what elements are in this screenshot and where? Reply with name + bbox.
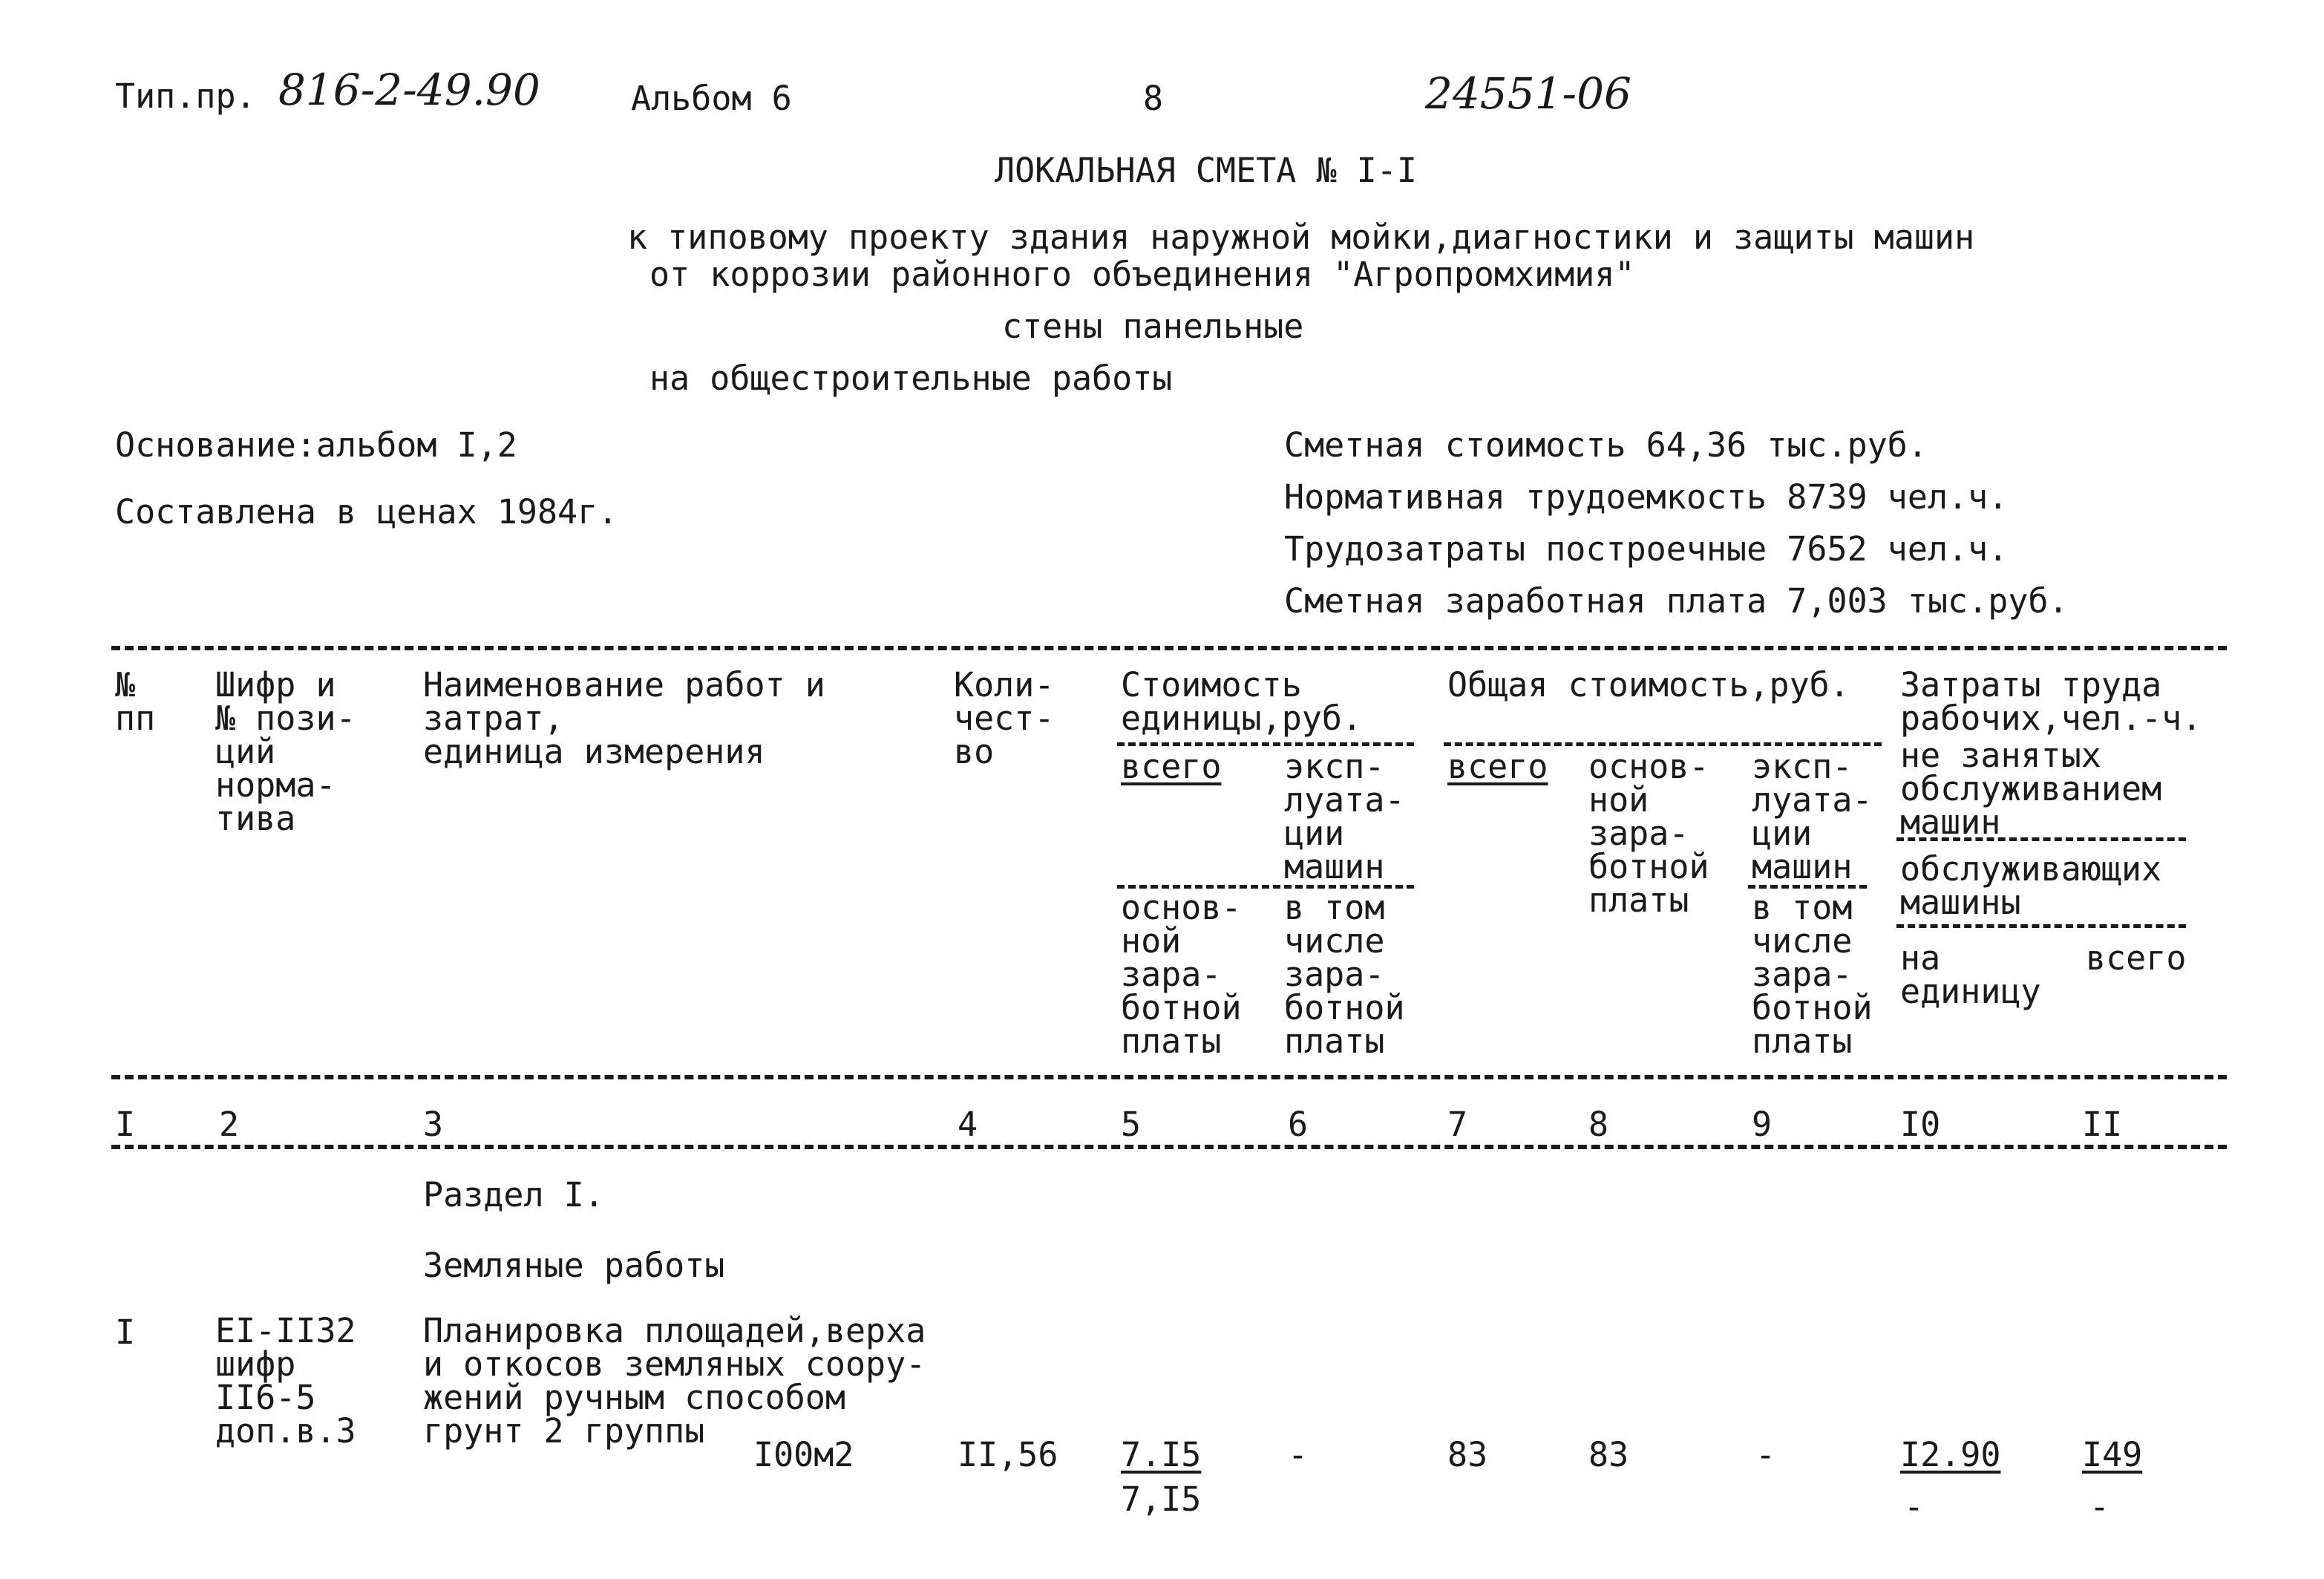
- row-1-labor-unit-machines: -: [1904, 1487, 1925, 1526]
- colnum-6: 6: [1288, 1105, 1309, 1144]
- title-line-4: на общестроительные работы: [649, 359, 1173, 398]
- row-1-unit-wages: 7,I5: [1121, 1480, 1202, 1519]
- colnum-3: 3: [423, 1105, 444, 1144]
- section-label: Раздел I.: [423, 1175, 604, 1215]
- row-1-num: I: [115, 1312, 136, 1352]
- title-line-3: стены панельные: [1002, 307, 1304, 346]
- row-1-total-wages: 83: [1588, 1435, 1629, 1474]
- header-col-5-top: всего: [1121, 747, 1222, 786]
- header-col-8: основ- ной зара- ботной платы: [1588, 747, 1709, 920]
- column-number-rule: [111, 1145, 2227, 1149]
- normative-labor: Нормативная трудоемкость 8739 чел.ч.: [1284, 477, 2009, 517]
- colnum-7: 7: [1447, 1105, 1468, 1144]
- colnum-8: 8: [1588, 1105, 1609, 1144]
- row-1-labor-total: I49: [2082, 1435, 2143, 1474]
- labor-sub-rule-2: [1896, 924, 2186, 928]
- header-col-9-bottom: в том числе зара- ботной платы: [1752, 888, 1873, 1061]
- row-1-unit-total: 7.I5: [1121, 1435, 1202, 1474]
- table-top-rule: [111, 646, 2227, 650]
- title-line-1: к типовому проекту здания наружной мойки,диагностики и защиты машин: [627, 218, 1975, 257]
- estimated-cost: Сметная стоимость 64,36 тыс.руб.: [1284, 425, 1928, 465]
- header-col-2: Шифр и № пози- ций норма- тива: [215, 665, 356, 838]
- title-line-2: от коррозии районного объединения "Агропромхимия": [649, 255, 1635, 294]
- table-header-bottom-rule: [111, 1075, 2227, 1079]
- doc-number: 24551-06: [1425, 68, 1631, 119]
- row-1-total: 83: [1447, 1435, 1488, 1474]
- row-1-name: Планировка площадей,верха и откосов земляных соору- жений ручным способом грунт 2 группы: [423, 1311, 926, 1451]
- estimated-wages: Сметная заработная плата 7,003 тыс.руб.: [1284, 581, 2069, 621]
- basis-reference: Основание:альбом I,2: [115, 425, 517, 465]
- row-1-qty: II,56: [958, 1435, 1058, 1474]
- row-1-code: EI-II32 шифр II6-5 доп.в.3: [215, 1311, 356, 1451]
- section-title: Земляные работы: [423, 1246, 725, 1285]
- header-col-9-top: эксп- луата- ции машин: [1752, 747, 1873, 886]
- header-col-6-bottom: в том числе зара- ботной платы: [1284, 888, 1405, 1061]
- price-level: Составлена в ценах 1984г.: [115, 492, 618, 532]
- row-1-unit: I00м2: [753, 1435, 854, 1474]
- document-title: ЛОКАЛЬНАЯ СМЕТА № I-I: [995, 151, 1417, 190]
- album-label: Альбом 6: [631, 79, 792, 118]
- header-col-4: Коли- чест- во: [954, 665, 1055, 771]
- unit-cost-sub-rule: [1117, 742, 1414, 746]
- construction-labor: Трудозатраты построечные 7652 чел.ч.: [1284, 529, 2009, 569]
- row-1-unit-machines: -: [1288, 1435, 1309, 1474]
- type-project-label: Тип.пр.: [115, 76, 256, 116]
- header-col-7: всего: [1447, 747, 1548, 786]
- page-number: 8: [1143, 79, 1164, 118]
- row-1-total-machines: -: [1755, 1435, 1776, 1474]
- unit-cost-mid-rule: [1117, 885, 1414, 889]
- header-col-6-top: эксп- луата- ции машин: [1284, 747, 1405, 886]
- colnum-4: 4: [958, 1105, 978, 1144]
- colnum-1: I: [115, 1105, 136, 1144]
- colnum-11: II: [2082, 1105, 2123, 1144]
- labor-sub-rule-1: [1896, 837, 2186, 841]
- project-number: 816-2-49.90: [278, 65, 540, 115]
- header-col-5-bottom: основ- ной зара- ботной платы: [1121, 888, 1242, 1061]
- header-total-cost-group: Общая стоимость,руб.: [1447, 665, 1850, 704]
- header-col-11: всего: [2086, 938, 2187, 978]
- header-col-1: № пп: [115, 665, 156, 738]
- header-labor-group: Затраты труда рабочих,чел.-ч.: [1900, 665, 2202, 738]
- colnum-2: 2: [219, 1105, 240, 1144]
- colnum-9: 9: [1752, 1105, 1773, 1144]
- header-labor-not-machines: не занятых обслуживанием машин: [1900, 736, 2162, 842]
- header-labor-machines: обслуживающих машины: [1900, 849, 2162, 922]
- header-col-10: на единицу: [1900, 938, 2041, 1011]
- colnum-5: 5: [1121, 1105, 1142, 1144]
- header-col-3: Наименование работ и затрат, единица измерения: [423, 665, 825, 771]
- row-1-labor-unit: I2.90: [1900, 1435, 2001, 1474]
- row-1-labor-total-machines: -: [2089, 1487, 2110, 1526]
- colnum-10: I0: [1900, 1105, 1941, 1144]
- total-cost-sub-rule: [1444, 742, 1882, 746]
- header-unit-cost-group: Стоимость единицы,руб.: [1121, 665, 1363, 738]
